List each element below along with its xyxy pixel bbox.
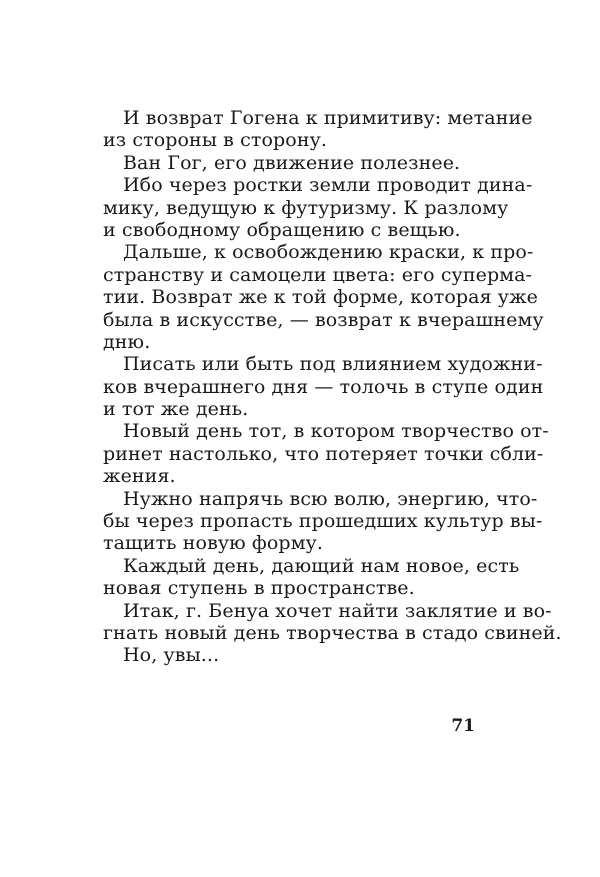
text-line: Дальше, к освобождению краски, к про- bbox=[123, 241, 534, 264]
page-number: 71 bbox=[451, 716, 475, 736]
text-line: Ван Гог, его движение полезнее. bbox=[123, 151, 461, 174]
text-line: Нужно напрячь всю волю, энергию, что- bbox=[123, 487, 538, 510]
text-line: Новый день тот, в котором творчество от- bbox=[123, 420, 549, 443]
text-line: Итак, г. Бенуа хочет найти заклятие и во- bbox=[123, 599, 552, 622]
text-line: странству и самоцели цвета: его суперма- bbox=[103, 263, 533, 286]
text-line: гнать новый день творчества в стадо свиней. bbox=[103, 621, 562, 644]
text-line: И возврат Гогена к примитиву: метание bbox=[123, 107, 533, 129]
text-line: Ибо через ростки земли проводит дина- bbox=[123, 174, 533, 197]
text-line: жения. bbox=[103, 465, 176, 488]
text-line: Но, увы... bbox=[123, 644, 220, 667]
text-line: и свободному обращению с вещью. bbox=[103, 218, 461, 241]
text-line: Каждый день, дающий нам новое, есть bbox=[123, 554, 520, 577]
text-line: и тот же день. bbox=[103, 398, 249, 421]
text-line: тии. Возврат же к той форме, которая уже bbox=[103, 286, 539, 309]
text-line: ринет настолько, что потеряет точки сбли- bbox=[103, 442, 544, 465]
page-body bbox=[103, 107, 562, 667]
text-line: тащить новую форму. bbox=[103, 532, 323, 555]
text-line: новая ступень в пространстве. bbox=[103, 577, 415, 600]
text-line: была в искусстве, — возврат к вчерашнему bbox=[103, 308, 544, 331]
text-line: дню. bbox=[103, 330, 151, 353]
text-line: ков вчерашнего дня — толочь в ступе один bbox=[103, 375, 544, 398]
text-line: Писать или быть под влиянием художни- bbox=[123, 353, 543, 376]
text-line: из стороны в сторону. bbox=[103, 129, 327, 152]
text-line: мику, ведущую к футуризму. К разлому bbox=[103, 196, 509, 219]
text-line: бы через пропасть прошедших культур вы- bbox=[103, 510, 543, 533]
